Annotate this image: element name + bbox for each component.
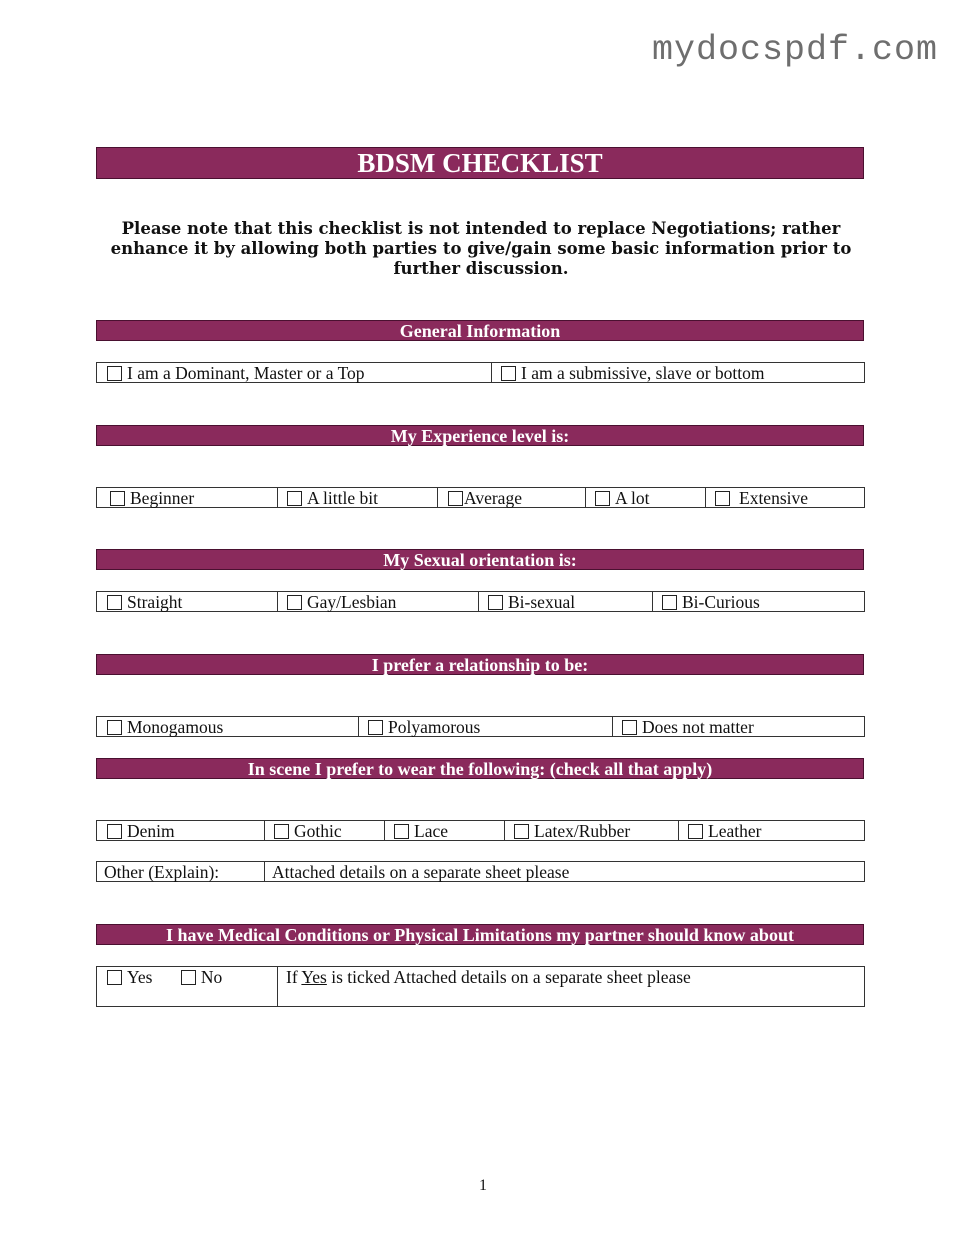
checkbox-dominant[interactable]	[107, 366, 122, 381]
medical-detail-suffix: is ticked Attached details on a separate sheet please	[326, 967, 691, 987]
experience-options-row	[96, 487, 865, 508]
checkbox-gothic[interactable]	[274, 824, 289, 839]
section-scene-wear: In scene I prefer to wear the following: (check all that apply)	[96, 758, 864, 779]
medical-yes-no	[97, 967, 278, 1006]
checkbox-leather[interactable]	[688, 824, 703, 839]
checkbox-monogamous[interactable]	[107, 720, 122, 735]
checkbox-yes[interactable]	[107, 970, 122, 985]
other-explain-label: Other (Explain):	[97, 862, 265, 881]
checkbox-lace[interactable]	[394, 824, 409, 839]
option-denim-label: Denim	[127, 821, 175, 841]
wear-other-row	[96, 861, 865, 882]
intro-note: Please note that this checklist is not intended to replace Negotiations; rather enhance it by allowing both parties to give/gain some basic information prior to further discussion.	[110, 219, 852, 278]
checkbox-does-not-matter[interactable]	[622, 720, 637, 735]
option-submissive-label: I am a submissive, slave or bottom	[521, 363, 765, 383]
other-explain-field[interactable]: Attached details on a separate sheet please	[272, 862, 570, 882]
checkbox-beginner[interactable]	[110, 491, 125, 506]
option-latex-rubber-label: Latex/Rubber	[534, 821, 631, 841]
option-a-little-bit-label: A little bit	[307, 488, 378, 508]
option-latex-rubber[interactable]	[505, 821, 679, 840]
option-dominant-label: I am a Dominant, Master or a Top	[127, 363, 365, 383]
page-title: BDSM CHECKLIST	[96, 147, 864, 179]
checkbox-bi-curious[interactable]	[662, 595, 677, 610]
option-gay-lesbian[interactable]	[278, 592, 479, 611]
option-polyamorous[interactable]	[359, 717, 613, 736]
option-does-not-matter-label: Does not matter	[642, 717, 754, 737]
option-gothic[interactable]	[265, 821, 385, 840]
checkbox-polyamorous[interactable]	[368, 720, 383, 735]
section-general-information: General Information	[96, 320, 864, 341]
checkbox-submissive[interactable]	[501, 366, 516, 381]
checkbox-straight[interactable]	[107, 595, 122, 610]
page-number: 1	[479, 1177, 487, 1194]
option-yes[interactable]	[107, 967, 152, 987]
option-bi-sexual-label: Bi-sexual	[508, 592, 576, 612]
option-gay-lesbian-label: Gay/Lesbian	[307, 592, 397, 612]
general-options-row	[96, 362, 865, 383]
option-yes-label: Yes	[127, 967, 153, 987]
checkbox-no[interactable]	[181, 970, 196, 985]
wear-options-row	[96, 820, 865, 841]
watermark: mydocspdf.com	[651, 30, 938, 70]
option-average[interactable]	[438, 488, 586, 507]
option-beginner[interactable]	[97, 488, 278, 507]
checkbox-denim[interactable]	[107, 824, 122, 839]
option-lace-label: Lace	[414, 821, 448, 841]
option-leather-label: Leather	[708, 821, 762, 841]
section-sexual-orientation: My Sexual orientation is:	[96, 549, 864, 570]
option-monogamous[interactable]	[97, 717, 359, 736]
option-bi-curious[interactable]	[653, 592, 864, 611]
checkbox-a-little-bit[interactable]	[287, 491, 302, 506]
option-beginner-label: Beginner	[130, 488, 195, 508]
orientation-options-row	[96, 591, 865, 612]
medical-detail-prefix: If	[286, 967, 302, 987]
option-a-lot-label: A lot	[615, 488, 650, 508]
option-submissive[interactable]	[492, 363, 864, 382]
option-bi-sexual[interactable]	[479, 592, 653, 611]
option-dominant[interactable]	[97, 363, 492, 382]
checkbox-average[interactable]	[448, 491, 463, 506]
option-monogamous-label: Monogamous	[127, 717, 224, 737]
option-lace[interactable]	[385, 821, 505, 840]
checkbox-a-lot[interactable]	[595, 491, 610, 506]
option-gothic-label: Gothic	[294, 821, 342, 841]
option-straight-label: Straight	[127, 592, 183, 612]
option-polyamorous-label: Polyamorous	[388, 717, 481, 737]
option-bi-curious-label: Bi-Curious	[682, 592, 760, 612]
option-no-label: No	[200, 967, 223, 987]
medical-details	[278, 967, 864, 1006]
checkbox-extensive[interactable]	[715, 491, 730, 506]
option-extensive[interactable]	[706, 488, 864, 507]
option-no[interactable]	[181, 967, 222, 987]
checkbox-latex-rubber[interactable]	[514, 824, 529, 839]
checkbox-bi-sexual[interactable]	[488, 595, 503, 610]
checkbox-gay-lesbian[interactable]	[287, 595, 302, 610]
section-medical-conditions: I have Medical Conditions or Physical Limitations my partner should know about	[96, 924, 864, 945]
option-extensive-label: Extensive	[739, 488, 809, 508]
section-experience-level: My Experience level is:	[96, 425, 864, 446]
option-a-little-bit[interactable]	[278, 488, 438, 507]
section-relationship: I prefer a relationship to be:	[96, 654, 864, 675]
option-does-not-matter[interactable]	[613, 717, 864, 736]
option-straight[interactable]	[97, 592, 278, 611]
option-a-lot[interactable]	[586, 488, 706, 507]
relationship-options-row	[96, 716, 865, 737]
option-average-label: Average	[464, 488, 522, 508]
option-denim[interactable]	[97, 821, 265, 840]
medical-detail-yes: Yes	[301, 967, 327, 987]
option-leather[interactable]	[679, 821, 864, 840]
medical-row	[96, 966, 865, 1007]
